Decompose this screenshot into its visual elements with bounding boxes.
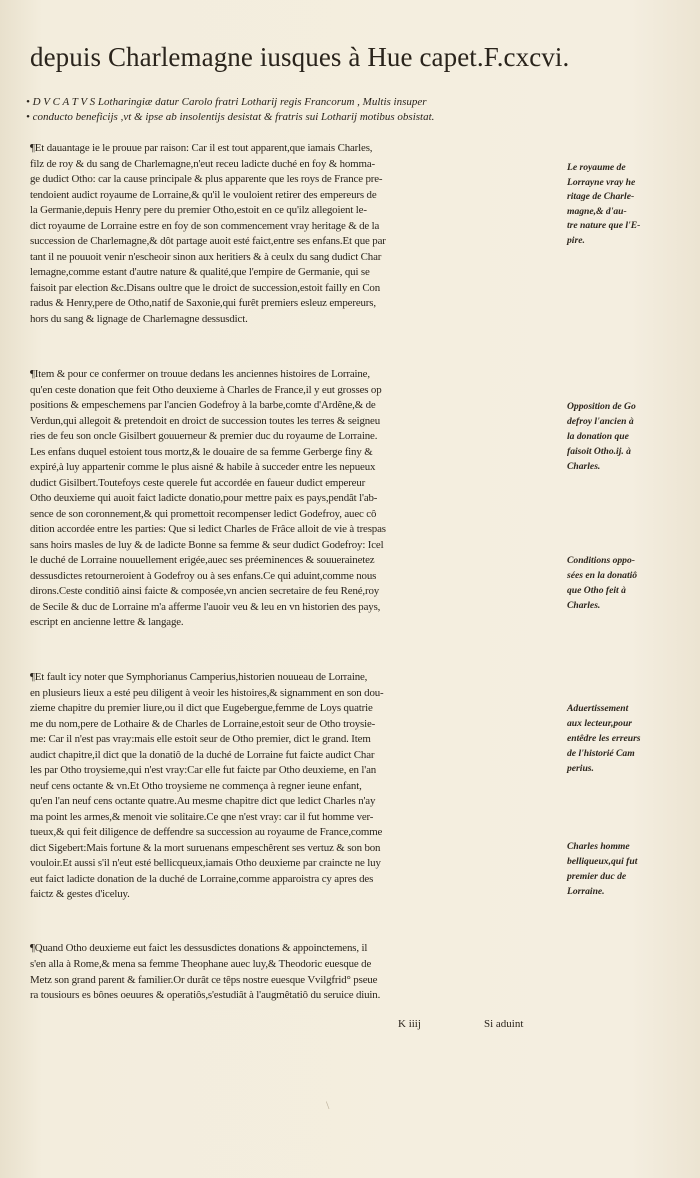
marginal-note-line: Aduertissement: [567, 703, 629, 714]
body-line: expiré,à luy appartenir comme le plus aisné & habile à succeder entre les nepueux: [30, 461, 376, 473]
marginal-note-line: Charles.: [567, 600, 601, 611]
body-line: eut faict ladicte donation de la duché de Lorraine,comme apparoistra cy apres des: [30, 872, 374, 885]
body-line: de Secile & duc de Lorraine m'a afferme l'auoir veu & leu en vn historien des pays,: [30, 600, 381, 613]
body-line: dition accordée entre les parties: Que si ledict Charles de Frâce alloit de vie à trespas: [30, 523, 386, 535]
marginal-note-line: Le royaume de: [567, 162, 626, 173]
latin-heading-line: • conducto beneficijs ,vt & ipse ab insolentijs desistat & fratris sui Lotharij motibus obsistat.: [26, 111, 435, 123]
body-line: ¶Item & pour ce confermer on trouue dedans les anciennes histoires de Lorraine,: [30, 368, 370, 380]
marginal-note-line: Lorraine.: [567, 886, 605, 897]
body-line: dessusdictes retourneroient à Godefroy ou à ses enfans.Ce qui aduint,comme nous: [30, 569, 377, 582]
body-line: sence de son coronnement,& qui promettoit recompenser ledict Godefroy, auec cô: [30, 507, 377, 520]
marginal-note-line: Lorrayne vray he: [567, 176, 636, 188]
body-line: ries de feu son oncle Gisilbert gouuerneur & premier duc du royaume de Lorraine.: [30, 430, 378, 442]
marginal-note-line: tre nature que l'E-: [567, 220, 641, 231]
body-line: Verdun,qui allegoit & pretendoit en droict de succession toutes les terres & seigneu: [30, 414, 381, 427]
body-line: dirons.Ceste conditiô ainsi faicte & composée,vn ancien secretaire de feu René,roy: [30, 585, 380, 597]
body-line: ¶Et fault icy noter que Symphorianus Camperius,historien nouueau de Lorraine,: [30, 671, 368, 683]
marginal-note-line: entêdre les erreurs: [567, 733, 641, 744]
latin-heading-line: • D V C A T V S Lotharingiæ datur Carolo fratri Lotharij regis Francorum , Multis insuper: [26, 96, 427, 108]
body-line: sans hoirs masles de luy & de ladicte Bonne sa femme & seur dudict Godefroy: Icel: [30, 538, 384, 551]
body-line: les par Otho troysieme,qui n'est vray:Car elle fut faicte par Otho deuxieme, en l'an: [30, 764, 377, 776]
marginal-note-line: premier duc de: [567, 871, 627, 882]
body-line: Metz son grand parent & familier.Or durât ce têps nostre euesque Vvilgfrid° pseue: [30, 973, 378, 986]
body-line: dict Sigebert:Mais fortune & la mort suruenans empeschêrent ses vertuz & son bon: [30, 841, 381, 854]
body-line: faisoit par election &c.Disans oultre que le droict de succession,estoit failly en Con: [30, 281, 381, 294]
body-line: en plusieurs lieux a esté peu diligent à veoir les histoires,& signamment en son dou-: [30, 686, 384, 699]
marginal-note-line: Opposition de Go: [567, 401, 636, 412]
body-line: dict royaume de Lorraine estre en foy de son commencement vray heritage & de la: [30, 219, 380, 232]
body-line: qu'en l'an neuf cens octante quatre.Au mesme chapitre dict que ledict Charles n'ay: [30, 795, 376, 807]
marginal-note-line: Charles.: [567, 461, 601, 472]
body-line: vouloir.Et aussi s'il n'eut esté bellicqueux,iamais Otho deuxieme par craincte ne luy: [30, 857, 381, 869]
body-line: tendoient audict royaume de Lorraine,& qu'il le vouloient retirer des empereurs de: [30, 188, 377, 201]
marginal-note-line: belliqueux,qui fut: [567, 856, 638, 867]
body-line: zieme chapitre du premier liure,ou il dict que Eugebergue,femme de Loys quatrie: [30, 702, 373, 714]
body-line: tant il ne pouuoit venir n'escheoir sinon aux heritiers & à ceulx du sang dudict Char: [30, 250, 382, 263]
marginal-note-line: Charles homme: [567, 841, 630, 852]
marginal-note-line: que Otho feit à: [567, 585, 626, 596]
signature-mark: K iiij: [398, 1018, 421, 1030]
body-line: ge dudict Otho: car la cause principale & plus apparente que les roys de France pre-: [30, 173, 383, 185]
body-line: Les enfans duquel estoient tous mortz,& le douaire de sa femme Gerberge finy &: [30, 445, 373, 458]
body-line: succession de Charlemagne,& dôt partage auoit esté faict,entre ses enfans.Et que par: [30, 235, 386, 247]
body-line: me: Car il n'est pas vray:mais elle estoit seur de Otho premier, dict le grand. Item: [30, 733, 371, 745]
running-head: depuis Charlemagne iusques à Hue capet.F.cxcvi.: [30, 42, 570, 72]
marginal-note-line: de l'historié Cam: [567, 748, 635, 759]
body-line: la Germanie,depuis Henry pere du premier Otho,estoit en ce qu'ilz allegoient le-: [30, 204, 367, 216]
body-line: Otho deuxieme qui auoit faict ladicte donatio,pour mettre paix es pays,pendât l'ab-: [30, 492, 378, 504]
body-line: le duché de Lorraine nouuellement erigée,auec ses préeminences & souuerainetez: [30, 554, 375, 566]
body-line: me du nom,pere de Lothaire & de Charles de Lorraine,estoit seur de Otho troysie-: [30, 717, 376, 730]
body-line: escript en ancienne lettre & langage.: [30, 616, 184, 628]
marginal-note-line: Conditions oppo-: [567, 555, 635, 566]
body-line: lemagne,comme estant d'autre nature & qualité,que l'empire de Germanie, qui se: [30, 266, 370, 278]
body-line: faictz & gestes d'iceluy.: [30, 888, 130, 900]
marginal-note-line: perius.: [567, 763, 594, 774]
body-line: neuf cens octante & vn.Et Otho troysieme ne commença à regner ieune enfant,: [30, 779, 362, 792]
marginal-note-line: ritage de Charle-: [567, 191, 635, 202]
body-line: filz de roy & du sang de Charlemagne,n'eut receu ladicte duché en foy & homma-: [30, 157, 375, 170]
body-line: ma point les armes,& menoit vie solitaire.Ce qne n'est vray: car il fut homme ver-: [30, 810, 374, 823]
body-line: radus & Henry,pere de Otho,natif de Saxonie,qui furêt premiers esleuz empereurs,: [30, 297, 376, 309]
marginal-note-line: sées en la donatiô: [567, 570, 638, 581]
body-line: qu'en ceste donation que feit Otho deuxieme à Charles de France,il y eut grosses op: [30, 383, 382, 396]
catchword: Si aduint: [484, 1018, 524, 1030]
body-line: s'en alla à Rome,& mena sa femme Theophane auec luy,& Theodoric euesque de: [30, 958, 372, 970]
fold-mark-icon: \: [326, 1098, 330, 1112]
body-line: tueux,& qui feit diligence de deffendre sa succession au royaume de France,comme: [30, 826, 383, 838]
body-line: dudict Gisilbert.Toutefoys ceste querele fut accordée en faueur dudict empereur: [30, 476, 366, 489]
marginal-note-line: la donation que: [567, 431, 629, 442]
marginal-note-line: magne,& d'au-: [567, 205, 627, 217]
body-line: audict chapitre,il dict que la donatiô de la duché de Lorraine fut faicte audict Char: [30, 748, 375, 761]
marginal-note-line: defroy l'ancien à: [567, 416, 634, 427]
body-line: positions & empeschemens par l'ancien Godefroy à la barbe,comte d'Ardêne,& de: [30, 399, 376, 411]
body-line: hors du sang & lignage de Charlemagne dessusdict.: [30, 312, 248, 325]
body-line: ra tousiours es bônes oeuures & operatiôs,s'estudiât à l'augmêtatiô du seruice diuin.: [30, 989, 381, 1001]
marginal-note-line: pire.: [567, 234, 585, 246]
body-line: ¶Quand Otho deuxieme eut faict les dessusdictes donations & appoinctemens, il: [30, 942, 368, 954]
marginal-note-line: aux lecteur,pour: [567, 718, 633, 729]
marginal-note-line: faisoit Otho.ij. à: [567, 446, 631, 457]
body-line: ¶Et dauantage ie le prouue par raison: Car il est tout apparent,que iamais Charles,: [30, 142, 373, 154]
